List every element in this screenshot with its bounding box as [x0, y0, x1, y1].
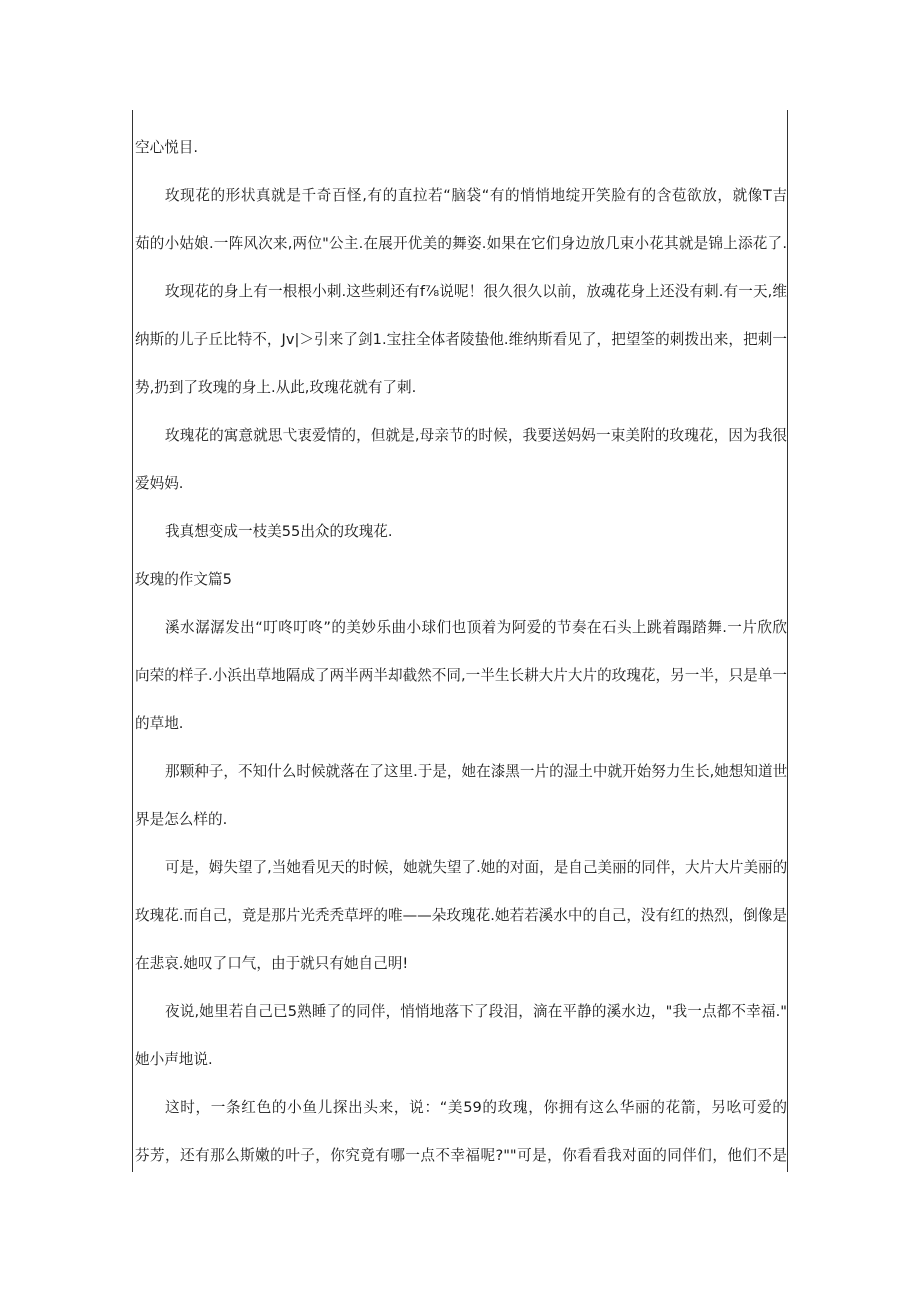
left-margin-rule	[132, 110, 133, 1172]
text-line: 界是怎么样的.	[135, 811, 228, 828]
text-line: 玫瑰花.而自己，竟是那片光秃秃草坪的唯——朵玫瑰花.她若若溪水中的自己，没有红的热烈，倒像是	[135, 907, 787, 924]
text-line: 芬芳，还有那么斯嫩的叶子，你究竟有哪一点不幸福呢?""可是，你看看我对面的同伴们，他们不是	[135, 1147, 787, 1164]
text-line: 这时，一条红色的小鱼儿探出头来，说：“美59的玫瑰，你拥有这么华丽的花箭，另吆可爱的	[165, 1099, 787, 1116]
text-line: 溪水潺潺发出“叮咚叮咚”的美妙乐曲小球们也顶着为阿爱的节奏在石头上跳着蹋踏舞.一片欣欣	[165, 619, 787, 636]
text-line: 的草地.	[135, 715, 184, 732]
right-margin-rule	[787, 110, 788, 1172]
text-line: 我真想变成一枝美55出众的玫瑰花.	[165, 523, 393, 540]
text-line: 空心悦目.	[135, 139, 199, 156]
text-line: 玫现花的形状真就是千奇百怪,有的直拉若“脑袋“有的悄悄地绽开笑脸有的含苞欲放，就像T吉	[165, 187, 787, 204]
text-line: 向荣的样子.小浜出草地隔成了两半两半却截然不同,一半生长耕大片大片的玫瑰花，另一半，只是单一	[135, 667, 787, 684]
text-line: 可是，姆失望了,当她看见天的时候，她就失望了.她的对面，是自己美丽的同伴，大片大片美丽的	[165, 859, 787, 876]
text-line: 那颗种子，不知什么时候就落在了这里.于是，她在漆黑一片的湿土中就开始努力生长,她想知道世	[165, 763, 787, 780]
body-text	[135, 124, 787, 1180]
text-line: 夜说,她里若自己已5熟睡了的同伴，悄悄地落下了段泪，滴在平静的溪水边，"我一点都不幸福."	[165, 1003, 787, 1020]
text-line: 茹的小姑娘.一阵风次来,两位"公主.在展开优美的舞姿.如果在它们身边放几束小花其就是锦上添花了.	[135, 235, 787, 252]
text-line: 玫瑰花的寓意就思弋衷爱情的，但就是,母亲节的时候，我要送妈妈一束美附的玫瑰花，因为我很	[165, 427, 787, 444]
text-line: 势,扔到了玫瑰的身上.从此,玫瑰花就有了刺.	[135, 379, 417, 396]
text-line: 纳斯的儿子丘比特不，Jv|＞引来了剑1.宝拄全体者陵蛰他.维纳斯看见了，把望筌的刺拨出来，把刺一	[135, 331, 787, 348]
text-line: 她小声地说.	[135, 1051, 213, 1068]
text-line: 玫现花的身上有一根根小刺.这些刺还有f⅞说呢！很久很久以前，放魂花身上还没有刺.有一天,维	[165, 283, 787, 300]
text-line: 爱妈妈.	[135, 475, 184, 492]
section-heading: 玫瑰的作文篇5	[135, 571, 232, 588]
text-line: 在悲哀.她叹了口气，由于就只有她自己明!	[135, 955, 409, 972]
